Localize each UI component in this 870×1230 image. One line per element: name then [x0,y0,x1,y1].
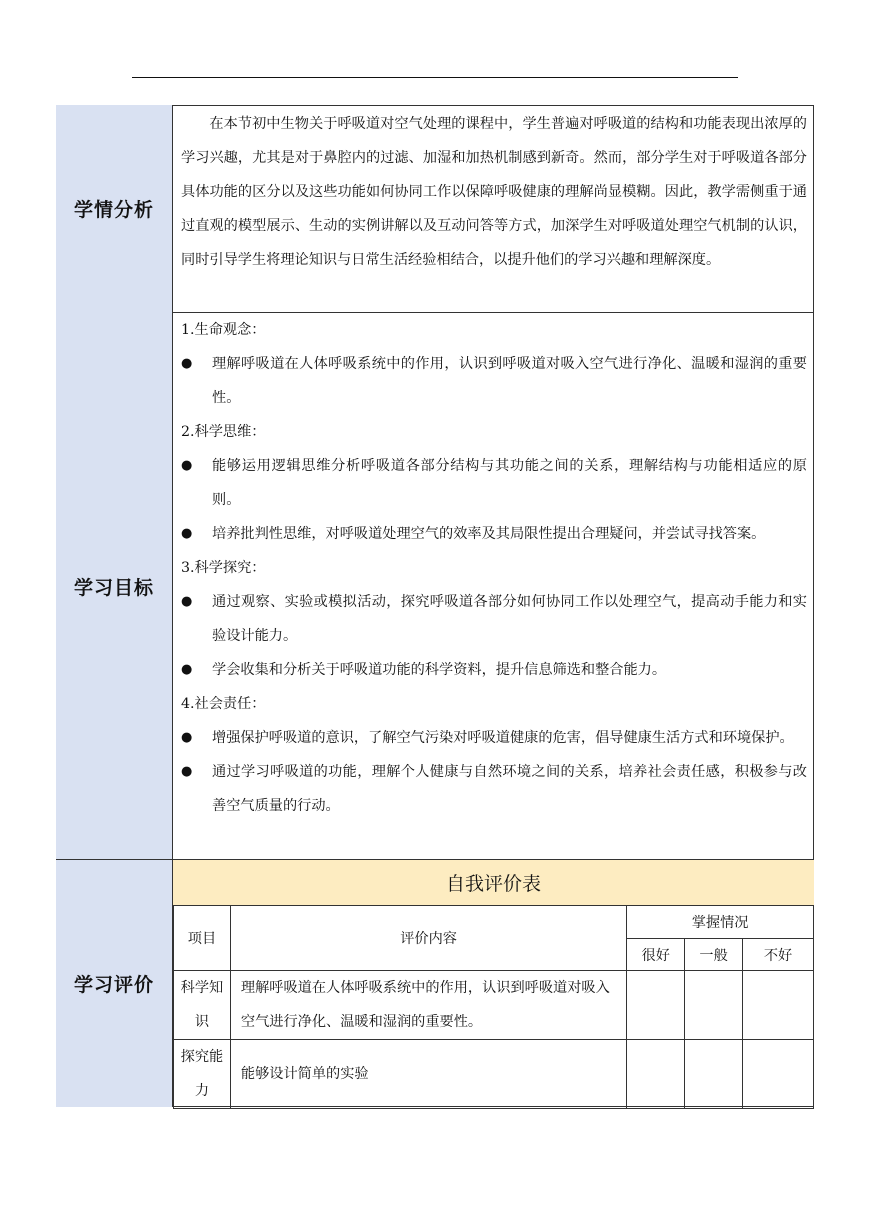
rating-cell-very-good[interactable] [627,1040,685,1109]
analysis-content [181,107,807,277]
objective-item-text: 增强保护呼吸道的意识，了解空气污染对呼吸道健康的危害，倡导健康生活方式和环境保护。 [212,730,794,746]
objective-item [181,585,807,653]
rating-cell-average[interactable] [685,971,743,1040]
evaluation-header-label: 学习评价 [73,974,154,996]
objective-group-title: 2.科学思维： [181,424,266,440]
bullet-icon: ● [181,594,193,609]
col-header-mastery: 掌握情况 [627,906,814,939]
objective-group-title: 3.科学探究： [181,560,266,576]
objective-group-title: 1.生命观念： [181,322,266,338]
table-row [174,971,814,1040]
objective-item [181,653,807,687]
row-item: 科学知识 [174,971,231,1040]
objective-item-text: 培养批判性思维，对呼吸道处理空气的效率及其局限性提出合理疑问，并尝试寻找答案。 [212,526,766,542]
objective-item [181,347,807,415]
self-evaluation-table [173,905,814,1109]
objective-group-title: 4.社会责任： [181,696,266,712]
objectives-header [56,312,173,860]
bullet-icon: ● [181,730,193,745]
rating-cell-poor[interactable] [743,971,814,1040]
objectives-header-label: 学习目标 [73,576,154,599]
header-rule [132,77,738,78]
table-header-row [174,906,814,939]
objective-item-text: 通过观察、实验或模拟活动，探究呼吸道各部分如何协同工作以处理空气，提高动手能力和实验设计能力。 [212,594,807,644]
self-evaluation-title-text: 自我评价表 [445,873,541,895]
objective-item-text: 学会收集和分析关于呼吸道功能的科学资料，提升信息筛选和整合能力。 [212,662,667,678]
objective-item-text: 理解呼吸道在人体呼吸系统中的作用，认识到呼吸道对吸入空气进行净化、温暖和湿润的重要性。 [212,356,807,406]
rating-cell-very-good[interactable] [627,971,685,1040]
objective-item-text: 能够运用逻辑思维分析呼吸道各部分结构与其功能之间的关系，理解结构与功能相适应的原则。 [212,458,807,508]
row-content: 理解呼吸道在人体呼吸系统中的作用，认识到呼吸道对吸入空气进行净化、温暖和湿润的重要性。 [230,971,626,1040]
analysis-header-label: 学情分析 [73,199,154,221]
analysis-text: 在本节初中生物关于呼吸道对空气处理的课程中，学生普遍对呼吸道的结构和功能表现出浓厚的学习兴趣，尤其是对于鼻腔内的过滤、加湿和加热机制感到新奇。然而，部分学生对于呼吸道各部分具体功能的区分以及这些功能如何协同工作以保障呼吸健康的理解尚显模糊。因此，教学需侧重于通过直观的模型展示、生动的实例讲解以及互动问答等方式，加深学生对呼吸道处理空气机制的认识，同时引导学生将理论知识与日常生活经验相结合，以提升他们的学习兴趣和理解深度。 [181,116,807,268]
objective-item [181,721,807,755]
objectives-content [181,313,807,823]
bullet-icon: ● [181,526,193,541]
level-average: 一般 [685,939,743,971]
bullet-icon: ● [181,356,193,371]
objective-item [181,517,807,551]
row-item: 探究能力 [174,1040,231,1109]
row-content: 能够设计简单的实验 [230,1040,626,1109]
analysis-header [56,105,173,312]
level-poor: 不好 [743,939,814,971]
bullet-icon: ● [181,458,193,473]
bullet-icon: ● [181,764,193,779]
col-header-content: 评价内容 [230,906,626,971]
evaluation-header [56,860,173,1107]
table-row [174,1040,814,1109]
rating-cell-average[interactable] [685,1040,743,1109]
objective-item-text: 通过学习呼吸道的功能，理解个人健康与自然环境之间的关系，培养社会责任感，积极参与改善空气质量的行动。 [212,764,807,814]
self-evaluation-title [173,860,814,906]
col-header-item: 项目 [174,906,231,971]
objective-item [181,449,807,517]
objective-item [181,755,807,823]
bullet-icon: ● [181,662,193,677]
level-very-good: 很好 [627,939,685,971]
rating-cell-poor[interactable] [743,1040,814,1109]
